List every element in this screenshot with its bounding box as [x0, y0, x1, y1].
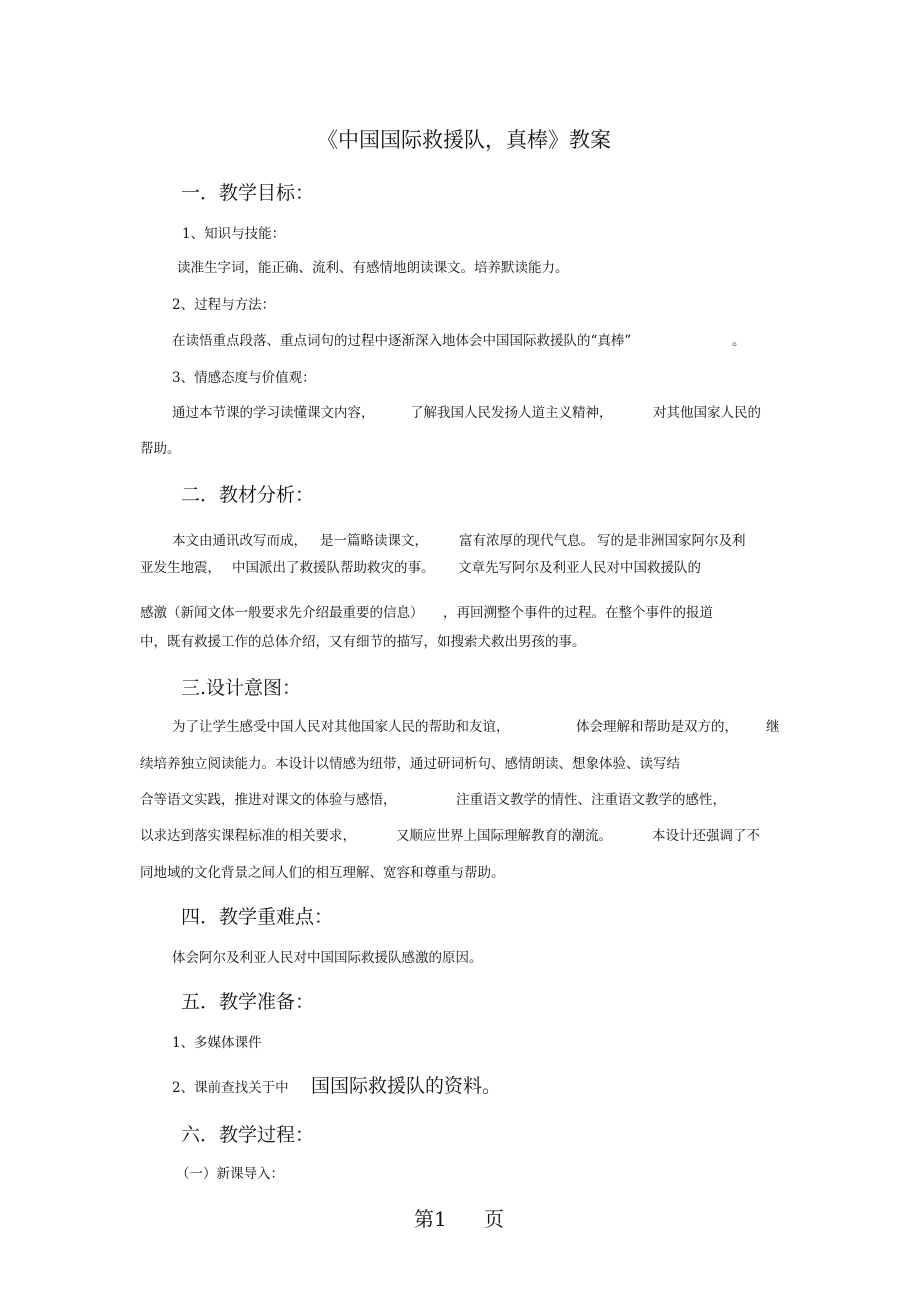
section-heading-analysis: 二．教材分析：: [181, 484, 315, 506]
analysis-paragraph-line: 本文由通讯改写而成，: [172, 533, 307, 549]
section-heading-design: 三.设计意图：: [181, 677, 302, 699]
analysis-paragraph-line: 亚发生地震，: [140, 560, 221, 576]
design-paragraph-line: 注重语文教学的情性、注重语文教学的感性，: [456, 792, 726, 808]
analysis-paragraph-line: 文章先写阿尔及利亚人民对中国救援队的: [458, 560, 701, 576]
section-heading-key-points: 四．教学重难点：: [181, 906, 334, 928]
objective-emotion-label: 3、情感态度与价值观：: [172, 370, 316, 386]
page-number: 第1: [414, 1207, 447, 1231]
objective-emotion-text: 了解我国人民发扬人道主义精神，: [410, 405, 613, 421]
preparation-item: 2、课前查找关于中: [172, 1080, 289, 1096]
objective-process-text-end: 。: [732, 333, 746, 349]
design-paragraph-line: 体会理解和帮助是双方的，: [576, 719, 738, 735]
objective-process-label: 2、过程与方法：: [172, 297, 276, 313]
section-heading-objectives: 一．教学目标：: [181, 182, 315, 204]
design-paragraph-line: 本设计还强调了不: [652, 828, 760, 844]
analysis-paragraph-line: ，再回溯整个事件的过程。在整个事件的报道: [443, 605, 713, 621]
objective-process-text: 在读悟重点段落、重点词句的过程中逐渐深入地体会中国国际救援队的“真棒”: [172, 333, 632, 349]
analysis-paragraph-line: 中，既有救援工作的总体介绍，又有细节的描写，如搜索犬救出男孩的事。: [140, 634, 586, 650]
section-heading-process: 六．教学过程：: [181, 1124, 315, 1146]
page-number-suffix: 页: [484, 1207, 504, 1231]
design-paragraph-line: 又顺应世界上国际理解教育的潮流。: [396, 828, 612, 844]
objective-emotion-text: 对其他国家人民的: [653, 405, 761, 421]
design-paragraph-line: 合等语文实践，推进对课文的体验与感悟，: [140, 792, 397, 808]
preparation-item-large: 国国际救援队的资料。: [311, 1075, 502, 1097]
design-paragraph-line: 为了让学生感受中国人民对其他国家人民的帮助和友谊，: [172, 719, 510, 735]
objective-knowledge-label: 1、知识与技能：: [182, 226, 286, 242]
section-heading-preparation: 五．教学准备：: [181, 991, 315, 1013]
design-paragraph-line: 同地域的文化背景之间人们的相互理解、宽容和尊重与帮助。: [140, 865, 505, 881]
analysis-paragraph-line: 感激（新闻文体一般要求先介绍最重要的信息）: [140, 605, 424, 621]
design-paragraph-line: 以求达到落实课程标准的相关要求，: [140, 828, 356, 844]
design-paragraph-line: 继: [766, 719, 780, 735]
document-title: 《中国国际救援队，真棒》教案: [317, 128, 611, 152]
objective-knowledge-text: 读准生字词，能正确、流利、有感情地朗读课文。培养默读能力。: [177, 260, 569, 276]
process-step-label: （一）新课导入：: [176, 1166, 284, 1182]
analysis-paragraph-line: 写的是非洲国家阿尔及利: [597, 533, 746, 549]
objective-emotion-text: 帮助。: [140, 441, 181, 457]
objective-emotion-text: 通过本节课的学习读懂课文内容，: [172, 405, 375, 421]
analysis-paragraph-line: 中国派出了救援队帮助救灾的事。: [232, 560, 435, 576]
analysis-paragraph-line: 是一篇略读课文，: [320, 533, 428, 549]
design-paragraph-line: 续培养独立阅读能力。本设计以情感为纽带，通过研词析句、感情朗读、想象体验、读写结: [140, 756, 680, 772]
key-points-text: 体会阿尔及利亚人民对中国国际救援队感激的原因。: [172, 950, 483, 966]
preparation-item: 1、多媒体课件: [172, 1035, 262, 1051]
analysis-paragraph-line: 富有浓厚的现代气息。: [459, 533, 594, 549]
